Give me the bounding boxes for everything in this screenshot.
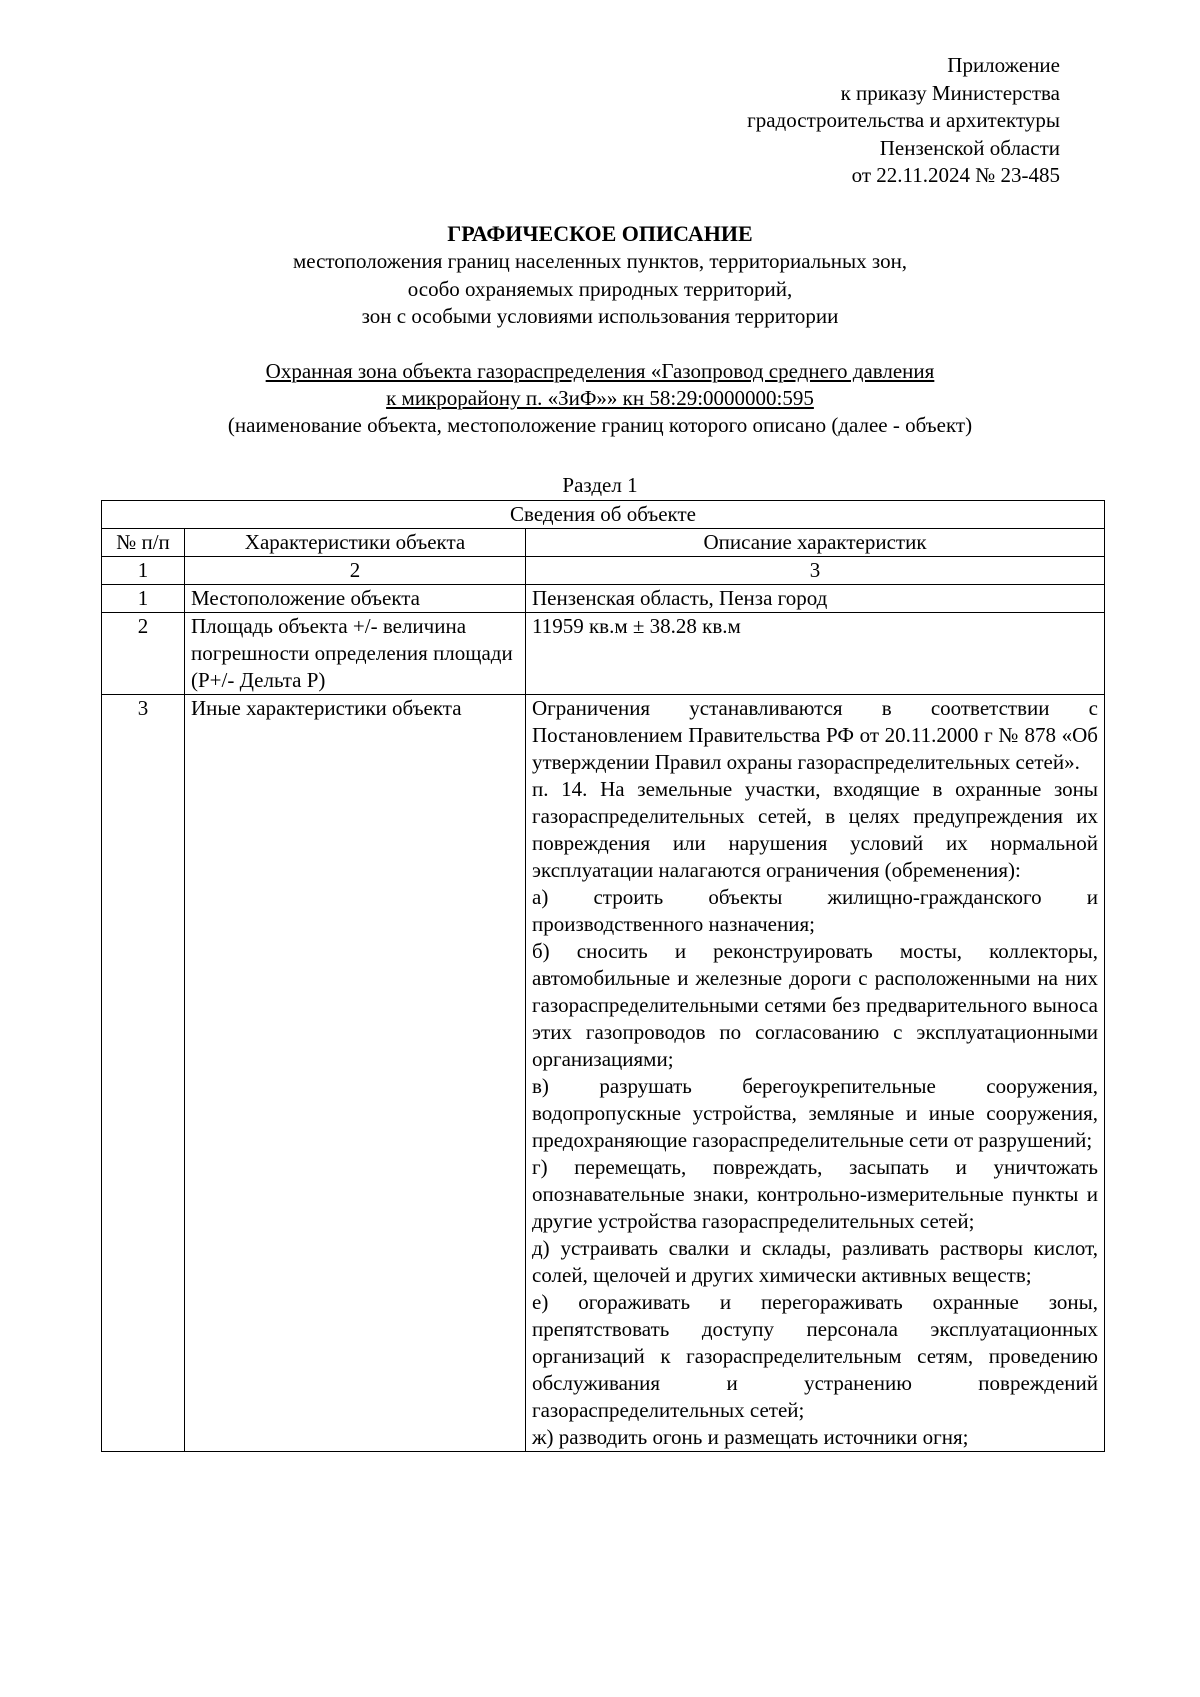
restriction-paragraph: п. 14. На земельные участки, входящие в охранные зоны газораспределительных сетей, в целях предупреждения их повреждения или нарушения условий их нормальной эксплуатации налагаются ограничения (обременения): <box>532 777 1098 882</box>
restriction-paragraph: б) сносить и реконструировать мосты, коллекторы, автомобильные и железные дороги с расположенными на них газораспределительными сетями без предварительного выноса этих газопроводов по согласованию с эксплуатационными организациями; <box>532 939 1098 1071</box>
restriction-paragraph: д) устраивать свалки и склады, разливать растворы кислот, солей, щелочей и других химически активных веществ; <box>532 1236 1098 1287</box>
header-cell: Характеристики объекта <box>185 529 526 557</box>
table-caption: Сведения об объекте <box>102 501 1105 529</box>
row-number: 2 <box>102 613 185 695</box>
table-row <box>102 695 1105 1452</box>
table-header-row <box>102 529 1105 557</box>
row-description <box>526 695 1105 1452</box>
row-description: 11959 кв.м ± 38.28 кв.м <box>526 613 1105 695</box>
document-subtitle: местоположения границ населенных пунктов, территориальных зон, <box>292 249 908 273</box>
object-name-block <box>100 358 1100 439</box>
row-number: 3 <box>102 695 185 1452</box>
restriction-paragraph: е) огораживать и перегораживать охранные зоны, препятствовать доступу персонала эксплуатационных организаций к газораспределительным сетям, проведению обслуживания и устранению повреждений газораспределительных сетей; <box>532 1290 1098 1422</box>
title-block <box>100 220 1100 331</box>
object-caption: (наименование объекта, местоположение границ которого описано (далее - объект) <box>227 413 973 437</box>
document-subtitle: особо охраняемых природных территорий, <box>407 276 793 301</box>
row-characteristic: Местоположение объекта <box>185 585 526 613</box>
document-subtitle: зон с особыми условиями использования территории <box>361 304 839 328</box>
restriction-paragraph: Ограничения устанавливаются в соответствии с Постановлением Правительства РФ от 20.11.2000 г № 878 «Об утверждении Правил охраны газораспределительных сетей». <box>532 696 1098 774</box>
appendix-line: градостроительства и архитектуры <box>747 108 1060 132</box>
column-number-cell: 3 <box>526 557 1105 585</box>
column-number-cell: 1 <box>102 557 185 585</box>
document-title: ГРАФИЧЕСКОЕ ОПИСАНИЕ <box>447 221 753 246</box>
table-caption-row <box>102 501 1105 529</box>
object-info-table <box>101 500 1105 1452</box>
object-name: Охранная зона объекта газораспределения «Газопровод среднего давления <box>265 359 935 383</box>
restriction-paragraph: а) строить объекты жилищно-гражданского и производственного назначения; <box>532 885 1098 936</box>
restriction-paragraph: в) разрушать берегоукрепительные сооружения, водопропускные устройства, земляные и иные сооружения, предохраняющие газораспределительные сети от разрушений; <box>532 1074 1098 1152</box>
row-number: 1 <box>102 585 185 613</box>
column-number-cell: 2 <box>185 557 526 585</box>
object-name: к микрорайону п. «ЗиФ»» кн 58:29:0000000:595 <box>386 386 814 410</box>
header-cell: № п/п <box>102 529 185 557</box>
appendix-header <box>747 52 1060 190</box>
row-characteristic: Иные характеристики объекта <box>185 695 526 1452</box>
row-description: Пензенская область, Пенза город <box>526 585 1105 613</box>
column-number-row <box>102 557 1105 585</box>
appendix-line: Приложение <box>947 53 1060 77</box>
row-characteristic: Площадь объекта +/- величина погрешности определения площади (Р+/- Дельта Р) <box>185 613 526 695</box>
appendix-line: к приказу Министерства <box>840 80 1060 105</box>
table-row <box>102 613 1105 695</box>
restriction-paragraph: г) перемещать, повреждать, засыпать и уничтожать опознавательные знаки, контрольно-измерительные пункты и другие устройства газораспределительных сетей; <box>532 1155 1098 1233</box>
appendix-date-number: от 22.11.2024 № 23-485 <box>851 163 1060 187</box>
restriction-paragraph: ж) разводить огонь и размещать источники огня; <box>532 1425 969 1449</box>
table-row <box>102 585 1105 613</box>
appendix-line: Пензенской области <box>879 135 1060 160</box>
section-label: Раздел 1 <box>562 473 638 497</box>
header-cell: Описание характеристик <box>526 529 1105 557</box>
